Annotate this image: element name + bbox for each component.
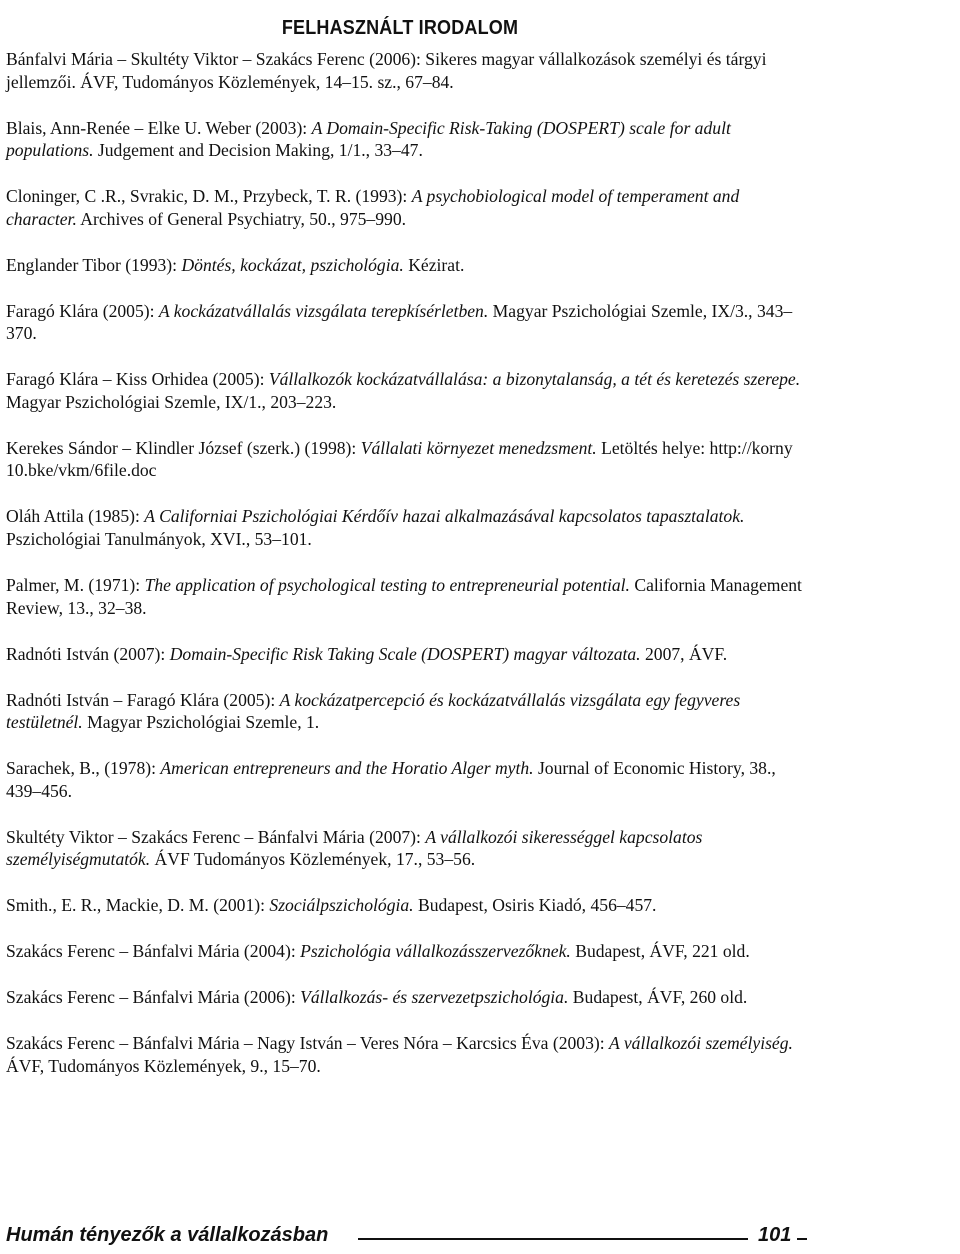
reference-title: Vállalati környezet menedzsment. (360, 437, 597, 458)
reference-title: Vállalkozók kockázatvállalása: a bizonytalanság, a tét és keretezés szerepe. (268, 369, 801, 390)
reference-entry (6, 505, 806, 550)
reference-authors: Faragó Klára (2005): (6, 300, 159, 321)
reference-source: Kézirat. (403, 254, 465, 275)
reference-entry (6, 437, 806, 482)
reference-source: Magyar Pszichológiai Szemle, 1. (82, 712, 320, 733)
reference-source: Budapest, ÁVF, 260 old. (568, 987, 748, 1008)
reference-entry (6, 368, 806, 413)
reference-authors: Palmer, M. (1971): (6, 575, 145, 596)
reference-title: A Californiai Pszichológiai Kérdőív hazai alkalmazásával kapcsolatos tapasztalatok. (144, 506, 745, 527)
reference-authors: Faragó Klára – Kiss Orhidea (2005): (6, 369, 269, 390)
reference-title: Vállalkozás- és szervezetpszichológia. (300, 987, 569, 1008)
reference-authors: Englander Tibor (1993): (6, 254, 182, 275)
reference-title: Pszichológia vállalkozásszervezőknek. (300, 941, 571, 962)
reference-authors: Cloninger, C .R., Svrakic, D. M., Przybeck, T. R. (1993): (6, 186, 412, 207)
reference-entry (6, 300, 806, 345)
reference-list (6, 48, 806, 1101)
reference-source: Archives of General Psychiatry, 50., 975–990. (76, 208, 407, 229)
reference-authors: Szakács Ferenc – Bánfalvi Mária (2006): (6, 987, 301, 1008)
reference-title: A psychobiological model of temperament and character. (6, 186, 740, 229)
reference-title: A kockázatpercepció és kockázatvállalás vizsgálata egy fegyveres testületnél. (6, 689, 741, 733)
reference-title: A vállalkozói sikerességgel kapcsolatos személyiségmutatók. (6, 826, 703, 870)
page-footer (0, 1224, 960, 1254)
reference-source: Magyar Pszichológiai Szemle, IX/1., 203–223. (6, 391, 337, 412)
reference-entry (6, 986, 806, 1009)
reference-authors: Szakács Ferenc – Bánfalvi Mária – Nagy István – Veres Nóra – Karcsics Éva (2003): (6, 1033, 610, 1054)
reference-source: Budapest, Osiris Kiadó, 456–457. (413, 895, 657, 916)
reference-entry (6, 254, 806, 277)
reference-authors: Blais, Ann-Renée – Elke U. Weber (2003): (6, 117, 312, 138)
reference-entry (6, 48, 806, 93)
reference-source: 2007, ÁVF. (640, 643, 728, 664)
reference-title: A kockázatvállalás vizsgálata terepkísérletben. (158, 300, 489, 321)
reference-entry (6, 757, 806, 802)
reference-source: Judgement and Decision Making, 1/1., 33–47. (93, 140, 423, 161)
reference-authors: Bánfalvi Mária – Skultéty Viktor – Szakács Ferenc (2006): Sikeres magyar vállalkozások személyi és tárgyi jellemzői. ÁVF, Tudományos Közlemények, 14–15. sz., 67–84. (6, 49, 767, 92)
reference-title: A Domain-Specific Risk-Taking (DOSPERT) scale for adult populations. (6, 117, 731, 161)
reference-entry (6, 894, 806, 917)
reference-entry (6, 643, 806, 666)
reference-source: Pszichológiai Tanulmányok, XVI., 53–101. (6, 529, 312, 550)
reference-title: American entrepreneurs and the Horatio Alger myth. (160, 758, 534, 779)
reference-source: ÁVF, Tudományos Közlemények, 9., 15–70. (6, 1055, 321, 1076)
footer-rule (358, 1238, 748, 1240)
footer-title: Humán tényezők a vállalkozásban (6, 1224, 329, 1246)
reference-source: Letöltés helye: http://korny 10.bke/vkm/6file.doc (6, 437, 793, 481)
reference-source: Budapest, ÁVF, 221 old. (570, 941, 750, 962)
reference-authors: Smith., E. R., Mackie, D. M. (2001): (6, 895, 270, 916)
reference-authors: Radnóti István (2007): (6, 643, 170, 664)
reference-authors: Oláh Attila (1985): (6, 506, 145, 527)
reference-title: A vállalkozói személyiség. (609, 1033, 793, 1054)
reference-source: Journal of Economic History, 38., 439–456. (6, 758, 776, 801)
reference-entry (6, 940, 806, 963)
page-number: 101 (758, 1224, 792, 1246)
footer-rule-end (797, 1238, 807, 1240)
reference-entry (6, 117, 806, 162)
reference-entry (6, 826, 806, 871)
reference-title: Domain-Specific Risk Taking Scale (DOSPERT) magyar változata. (169, 643, 641, 664)
reference-source: ÁVF Tudományos Közlemények, 17., 53–56. (150, 849, 476, 870)
page-title: FELHASZNÁLT IRODALOM (281, 17, 519, 40)
reference-title: The application of psychological testing to entrepreneurial potential. (144, 575, 630, 596)
reference-source: California Management Review, 13., 32–38. (6, 575, 802, 618)
reference-entry (6, 1032, 806, 1077)
reference-title: Szociálpszichológia. (269, 895, 414, 916)
reference-title: Döntés, kockázat, pszichológia. (181, 254, 404, 275)
reference-authors: Sarachek, B., (1978): (6, 758, 161, 779)
reference-entry (6, 689, 806, 734)
reference-authors: Radnóti István – Faragó Klára (2005): (6, 689, 280, 710)
reference-authors: Szakács Ferenc – Bánfalvi Mária (2004): (6, 941, 301, 962)
reference-entry (6, 574, 806, 619)
reference-entry (6, 185, 806, 230)
reference-authors: Skultéty Viktor – Szakács Ferenc – Bánfalvi Mária (2007): (6, 826, 426, 847)
reference-source: Magyar Pszichológiai Szemle, IX/3., 343–370. (6, 300, 793, 344)
reference-authors: Kerekes Sándor – Klindler József (szerk.) (1998): (6, 437, 361, 458)
